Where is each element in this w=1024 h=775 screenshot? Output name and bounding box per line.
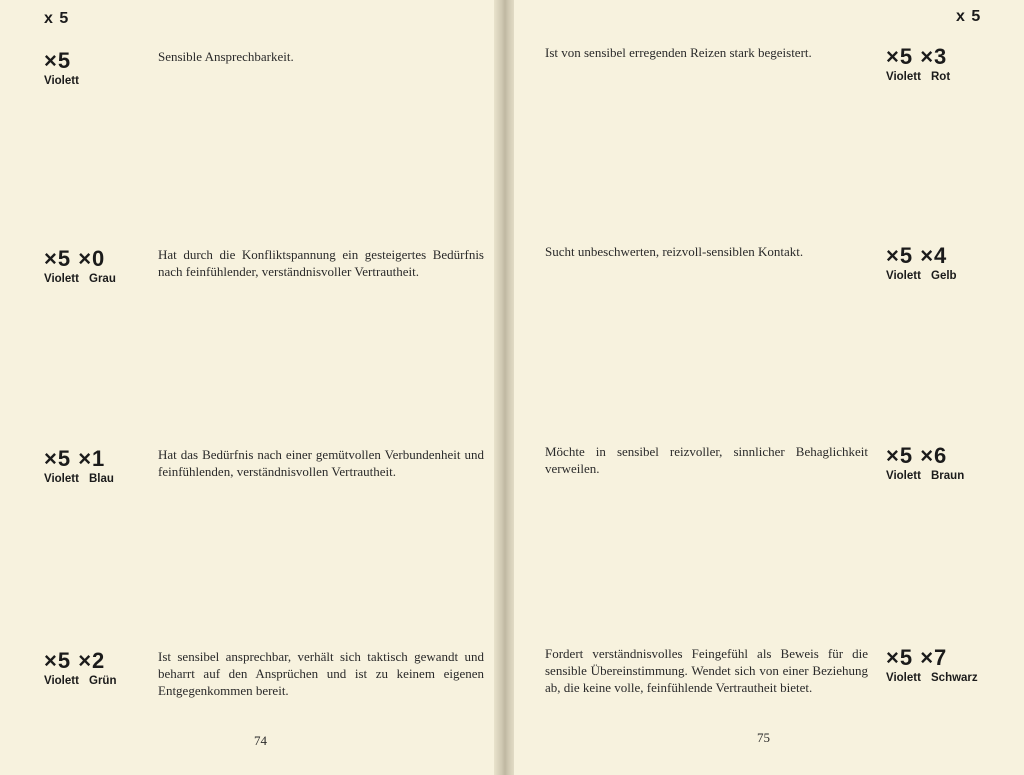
color-code-names [886, 470, 964, 482]
color-name-primary: Violett [886, 470, 921, 482]
color-name-secondary: Grau [89, 273, 116, 285]
page-number: 75 [757, 730, 770, 745]
color-name-secondary: Gelb [931, 270, 957, 282]
color-code-violett [44, 48, 89, 87]
color-code-violett-gelb [886, 243, 957, 282]
color-code-names [886, 672, 978, 684]
color-name-primary: Violett [886, 71, 921, 83]
color-code-names [44, 675, 116, 687]
left-page-header: x 5 [44, 10, 70, 27]
right-page [514, 0, 1024, 775]
color-code-violett-grau [44, 246, 116, 285]
color-code-violett-schwarz [886, 645, 978, 684]
color-name-secondary: Rot [931, 71, 951, 83]
color-code-symbols: ×5 ×4 [886, 243, 948, 268]
color-name-primary: Violett [44, 473, 79, 485]
color-name-primary: Violett [44, 273, 79, 285]
color-name-secondary: Grün [89, 675, 117, 687]
color-code-names [44, 273, 116, 285]
color-code-violett-blau [44, 446, 114, 485]
color-name-primary: Violett [886, 270, 921, 282]
entry-description: Fordert verständnisvolles Feingefühl als Beweis für die sensible Übereinstimmung. Wendet sich von einer Beziehung ab, die keine volle, feinfühlende Vertrautheit bietet. [545, 646, 868, 695]
book-gutter [494, 0, 516, 775]
entry-description: Hat durch die Konfliktspannung ein gesteigertes Bedürfnis nach feinfühlender, verständnisvoller Vertrautheit. [158, 247, 484, 279]
color-code-symbols: ×5 ×2 [44, 648, 106, 673]
color-code-names [886, 71, 950, 83]
color-code-names [886, 270, 957, 282]
color-name-secondary: Schwarz [931, 672, 978, 684]
color-name-secondary: Braun [931, 470, 965, 482]
entry-description: Ist von sensibel erregenden Reizen stark begeistert. [545, 45, 812, 60]
color-code-symbols: ×5 ×6 [886, 443, 948, 468]
color-code-violett-braun [886, 443, 964, 482]
color-code-violett-gruen [44, 648, 116, 687]
color-code-names [44, 473, 114, 485]
color-name-primary: Violett [886, 672, 921, 684]
entry-description: Sucht unbeschwerten, reizvoll-sensiblen Kontakt. [545, 244, 804, 259]
color-name-primary: Violett [44, 675, 79, 687]
page-number: 74 [254, 733, 267, 748]
color-code-names [44, 75, 89, 87]
color-code-symbols: ×5 ×0 [44, 246, 106, 271]
color-code-symbols: ×5 ×3 [886, 44, 948, 69]
color-name-primary: Violett [44, 75, 79, 87]
entry-description: Sensible Ansprechbarkeit. [158, 49, 294, 64]
color-code-symbols: ×5 [44, 48, 72, 73]
left-page [0, 0, 496, 775]
color-code-symbols: ×5 ×7 [886, 645, 948, 670]
color-code-symbols: ×5 ×1 [44, 446, 106, 471]
entry-description: Hat das Bedürfnis nach einer gemütvollen Verbundenheit und feinfühlenden, verständnisvollen Vertrautheit. [158, 447, 484, 479]
entry-description: Ist sensibel ansprechbar, verhält sich taktisch gewandt und beharrt auf den Ansprüchen und ist zu keinem eigenen Entgegenkommen bereit. [158, 649, 484, 698]
color-code-violett-rot [886, 44, 950, 83]
entry-description: Möchte in sensibel reizvoller, sinnlicher Behaglichkeit verweilen. [545, 444, 868, 476]
right-page-header: x 5 [956, 8, 982, 25]
color-name-secondary: Blau [89, 473, 114, 485]
